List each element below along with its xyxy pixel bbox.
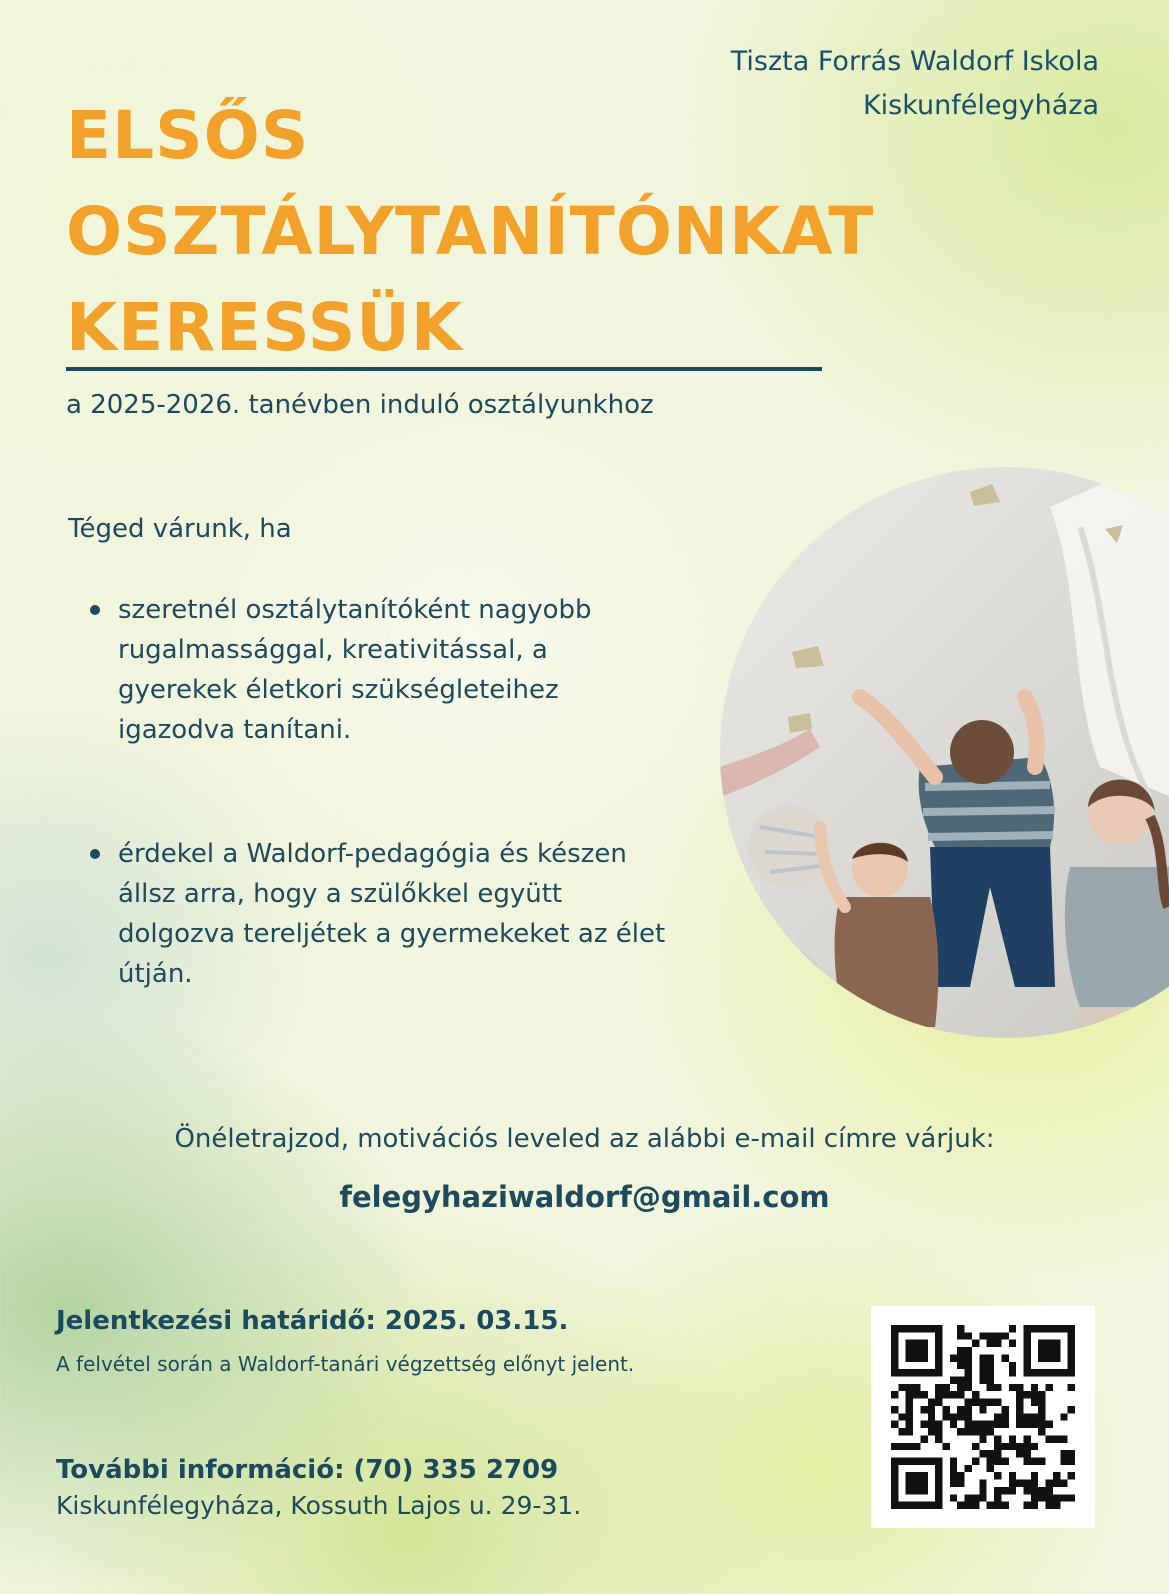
contact-phone: További információ: (70) 335 2709 <box>56 1455 559 1485</box>
list-item-text: szeretnél osztálytanítóként nagyobb rugalmassággal, kreativitással, a gyerekek életkori szükségleteihez igazodva tanítani. <box>118 595 592 745</box>
title-line-1: ELSŐS <box>66 97 310 174</box>
list-item <box>88 834 668 994</box>
qr-code[interactable] <box>871 1306 1095 1528</box>
email-link[interactable]: felegyhaziwaldorf@gmail.com <box>339 1180 830 1214</box>
bullet-icon <box>90 849 100 859</box>
children-photo <box>720 467 1169 1038</box>
note-text: A felvétel során a Waldorf-tanári végzettség előnyt jelent. <box>56 1352 635 1376</box>
qr-code-icon <box>891 1325 1075 1509</box>
deadline-text: Jelentkezési határidő: 2025. 03.15. <box>56 1306 569 1336</box>
page-title <box>66 88 874 376</box>
application-text: Önéletrajzod, motivációs leveled az alábbi e-mail címre várjuk: <box>174 1124 995 1154</box>
requirements-list <box>88 590 668 994</box>
title-divider <box>66 367 822 371</box>
list-item <box>88 590 668 750</box>
intro-text: Téged várunk, ha <box>68 514 292 544</box>
contact-address: Kiskunfélegyháza, Kossuth Lajos u. 29-31. <box>56 1491 582 1520</box>
school-name: Tiszta Forrás Waldorf Iskola <box>730 46 1099 77</box>
children-photo-illustration <box>720 467 1169 1038</box>
subtitle: a 2025-2026. tanévben induló osztályunkhoz <box>66 390 654 420</box>
list-item-text: érdekel a Waldorf-pedagógia és készen állsz arra, hogy a szülőkkel együtt dolgozva tereljétek a gyermekeket az élet útján. <box>118 839 666 989</box>
school-city: Kiskunfélegyháza <box>862 90 1099 121</box>
title-line-2: OSZTÁLYTANÍTÓNKAT <box>66 193 875 270</box>
bullet-icon <box>90 605 100 615</box>
title-line-3: KERESSÜK <box>66 289 463 366</box>
